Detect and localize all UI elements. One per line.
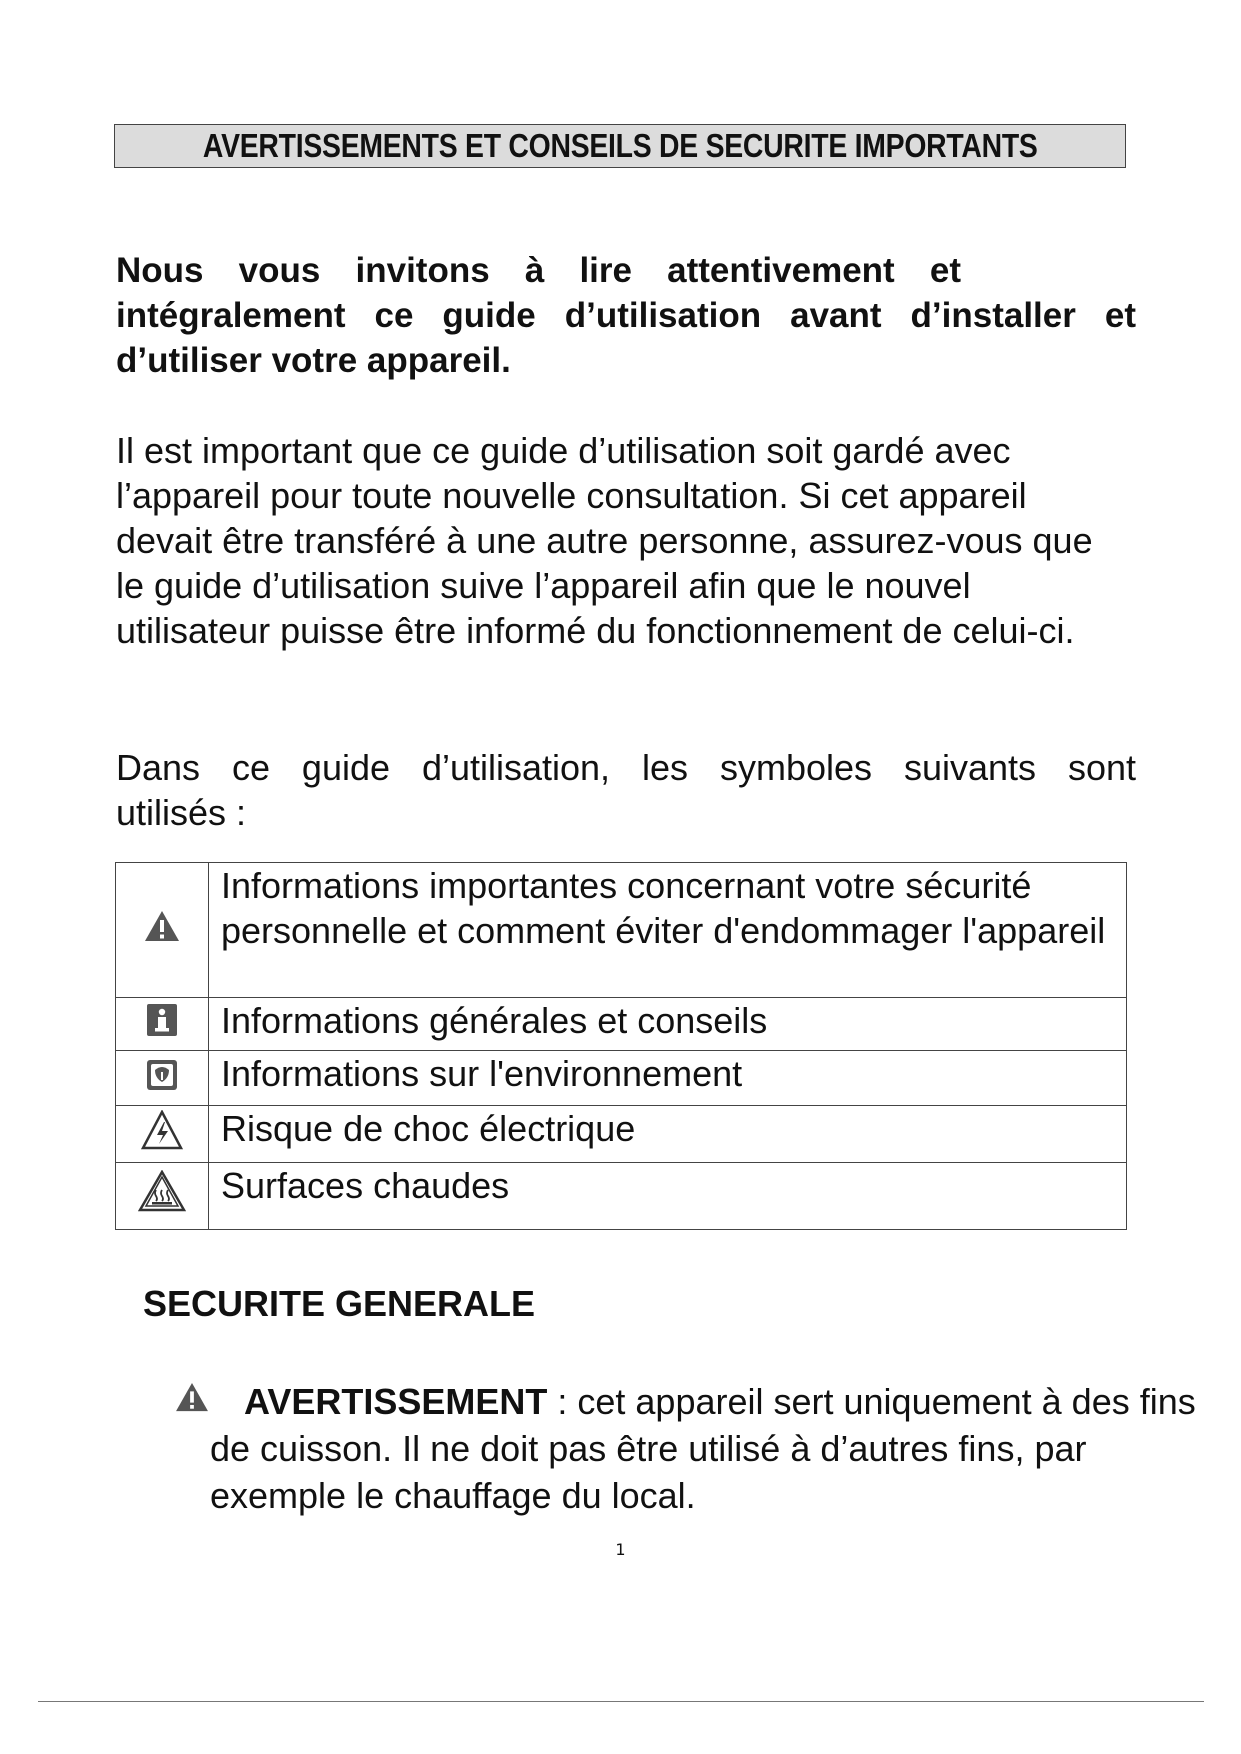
keep-guide-paragraph: Il est important que ce guide d’utilisation soit gardé avec l’appareil pour toute nouvelle consultation. Si cet appareil devait être transféré à une autre personne, assurez-vous que le guide d’utilisation suive l’appareil afin que le nouvel utilisateur puisse être informé du fonctionnement de celui-ci. <box>116 430 1093 651</box>
symbols-intro-line-1: Dans ce guide d’utilisation, les symboles suivants sont <box>116 747 1136 788</box>
table-row <box>116 998 1127 1051</box>
warning-triangle-icon <box>144 910 180 942</box>
warning-triangle-icon <box>174 1382 210 1412</box>
table-row <box>116 1106 1127 1163</box>
section-title: SECURITE GENERALE <box>143 1283 536 1324</box>
symbol-description: Informations générales et conseils <box>209 998 1127 1051</box>
table-row <box>116 1051 1127 1106</box>
symbol-cell <box>116 1051 209 1106</box>
symbol-cell <box>116 863 209 998</box>
warning-label: AVERTISSEMENT <box>244 1381 548 1422</box>
hot-surface-icon <box>138 1170 186 1214</box>
environment-icon <box>147 1060 177 1090</box>
symbol-description: Informations importantes concernant votre sécurité personnelle et comment éviter d'endommager l'appareil <box>209 863 1127 998</box>
symbol-cell <box>116 1163 209 1230</box>
warning-paragraph <box>210 1378 1200 1519</box>
table-row <box>116 1163 1127 1230</box>
symbols-intro-line-2: utilisés : <box>116 792 247 833</box>
electric-shock-icon <box>141 1110 183 1150</box>
symbols-intro-paragraph <box>116 745 1136 835</box>
symbols-table <box>115 862 1127 1230</box>
symbol-description: Surfaces chaudes <box>209 1163 1127 1230</box>
page-title: AVERTISSEMENTS ET CONSEILS DE SECURITE IMPORTANTS <box>202 127 1038 164</box>
symbol-cell <box>116 1106 209 1163</box>
intro-rest: intégralement ce guide d’utilisation avant d’installer et d’utiliser votre appareil. <box>116 296 1136 380</box>
page-number: 1 <box>615 1540 626 1559</box>
symbol-description: Informations sur l'environnement <box>209 1051 1127 1106</box>
warning-text: : cet appareil sert uniquement à des fins de cuisson. Il ne doit pas être utilisé à d’autres fins, par exemple le chauffage du local. <box>210 1381 1196 1516</box>
symbol-cell <box>116 998 209 1051</box>
intro-paragraph <box>116 248 1136 383</box>
info-icon <box>147 1004 177 1036</box>
footer-divider <box>38 1701 1204 1702</box>
intro-line-1: Nous vous invitons à lire attentivement et <box>116 251 961 290</box>
symbol-description: Risque de choc électrique <box>209 1106 1127 1163</box>
title-banner <box>114 124 1126 168</box>
table-row <box>116 863 1127 998</box>
